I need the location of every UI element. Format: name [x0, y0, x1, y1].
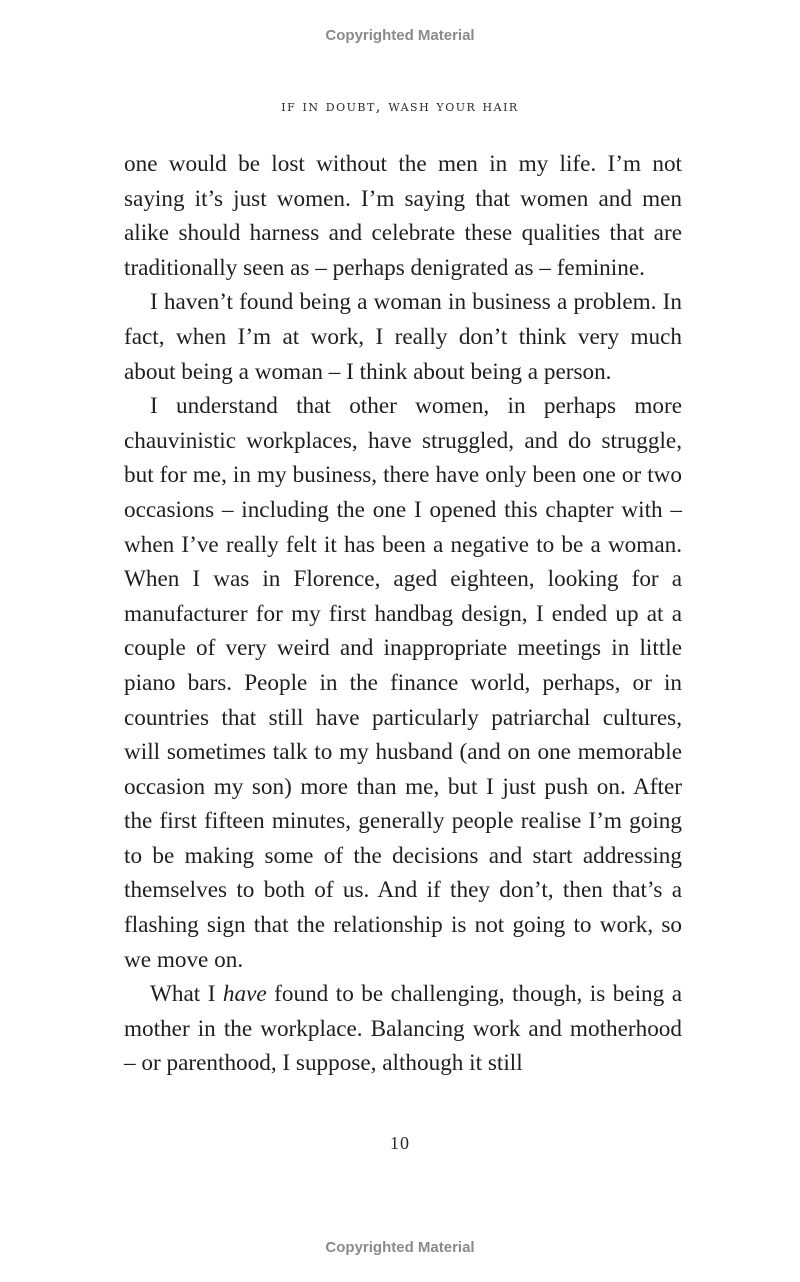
- copyright-watermark-top: Copyrighted Material: [325, 27, 475, 44]
- paragraph-1: one would be lost without the men in my life. I’m not saying it’s just women. I’m saying that women and men alike should harness and celebrate these qualities that are traditionally seen as – perhaps denigrated as – feminine.: [124, 151, 682, 281]
- running-head: if in doubt, wash your hair: [281, 97, 519, 115]
- page-number: 10: [390, 1133, 410, 1153]
- paragraph-4-start: What I: [150, 981, 223, 1008]
- paragraph-4-emphasis: have: [222, 981, 267, 1008]
- body-text: [124, 147, 682, 1081]
- paragraph-4: [124, 977, 682, 1081]
- paragraph-4-rest: found to be challenging, though, is being a mother in the workplace. Balancing work and motherhood – or parenthood, I suppose, although it still: [124, 981, 683, 1077]
- paragraph-3: I understand that other women, in perhaps more chauvinistic workplaces, have struggled, and do struggle, but for me, in my business, there have only been one or two occasions – including the one I opened this chapter with – when I’ve really felt it has been a negative to be a woman. When I was in Florence, aged eighteen, looking for a manufacturer for my first handbag design, I ended up at a couple of very weird and inappropriate meetings in little piano bars. People in the finance world, perhaps, or in countries that still have particularly patriarchal cultures, will sometimes talk to my husband (and on one memorable occasion my son) more than me, but I just push on. After the first fifteen minutes, generally people realise I’m going to be making some of the decisions and start addressing themselves to both of us. And if they don’t, then that’s a flashing sign that the relationship is not going to work, so we move on.: [124, 393, 682, 973]
- paragraph-2: I haven’t found being a woman in business a problem. In fact, when I’m at work, I really don’t think very much about being a woman – I think about being a person.: [124, 289, 682, 385]
- copyright-watermark-bottom: Copyrighted Material: [325, 1239, 475, 1256]
